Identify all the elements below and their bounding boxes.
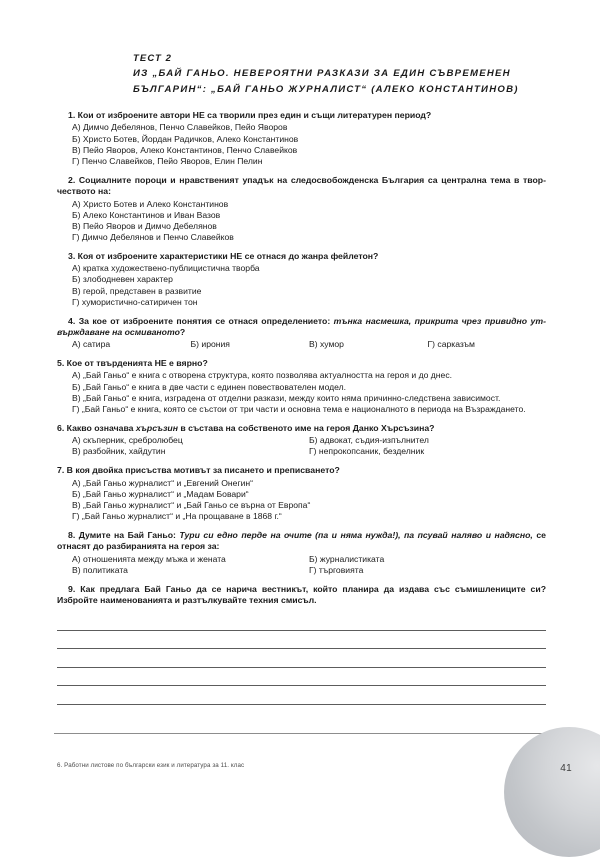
question-3 xyxy=(57,251,546,308)
question-7-option-v[interactable]: В) „Бай Ганьо журналист“ и „Бай Ганьо се върна от Европа“ xyxy=(72,499,311,510)
question-2-option-a[interactable]: А) Христо Ботев и Алеко Константинов xyxy=(72,198,229,209)
question-5-option-a[interactable]: А) „Бай Ганьо“ е книга с отворена структура, която позволява актуалността на героя и до днес. xyxy=(72,370,452,381)
question-6-option-g[interactable]: Г) непрокопсаник, безделник xyxy=(309,446,425,457)
questions-container xyxy=(57,110,546,712)
question-8-stem-prefix: 8. Думите на Бай Ганьо: xyxy=(68,529,180,540)
question-6-option-v[interactable]: В) разбойник, хайдутин xyxy=(72,446,166,457)
question-9-answer-lines xyxy=(57,612,546,705)
question-4-option-g[interactable]: Г) сарказъм xyxy=(427,339,475,350)
question-8 xyxy=(57,530,546,576)
question-1-option-v[interactable]: В) Пейо Яворов, Алеко Константинов, Пенчо Славейков xyxy=(72,144,298,155)
question-1-option-b[interactable]: Б) Христо Ботев, Йордан Радичков, Алеко Константинов xyxy=(72,133,299,144)
question-6-option-b[interactable]: Б) адвокат, съдия-изпълнител xyxy=(309,435,429,446)
question-8-option-v[interactable]: В) политиката xyxy=(72,564,128,575)
question-4-stem-emphasis: тънка насмешка, прикрита чрез привидно ут-върждаване на осмиваното xyxy=(57,315,547,337)
answer-line[interactable] xyxy=(57,649,546,668)
question-2-option-v[interactable]: В) Пейо Яворов и Димчо Дебелянов xyxy=(72,220,217,231)
question-1-option-g[interactable]: Г) Пенчо Славейков, Пейо Яворов, Елин Пелин xyxy=(72,156,263,167)
question-8-options-row-2 xyxy=(57,565,546,576)
question-9-stem: 9. Как предлага Бай Ганьо да се нарича вестникът, който планира да издава със съмишлениците си? Избройте наименованията и разтълкувайте техния смисъл. xyxy=(57,583,546,605)
answer-line[interactable] xyxy=(57,668,546,687)
question-3-option-g[interactable]: Г) хумористично-сатиричен тон xyxy=(72,296,198,307)
question-5-option-b[interactable]: Б) „Бай Ганьо“ е книга в две части с единен повествователен модел. xyxy=(72,381,347,392)
footer-note: 6. Работни листове по български език и литература за 11. клас xyxy=(57,762,245,769)
answer-line[interactable] xyxy=(57,612,546,631)
question-7-option-b[interactable]: Б) „Бай Ганьо журналист“ и „Мадам Бовари“ xyxy=(72,488,249,499)
question-4-stem xyxy=(57,316,546,339)
question-1 xyxy=(57,110,546,167)
question-5-option-g[interactable]: Г) „Бай Ганьо“ е книга, която се състои от три части и основна тема е националното в периода на Възраждането. xyxy=(72,404,526,415)
question-9 xyxy=(57,584,546,705)
question-5 xyxy=(57,358,546,415)
page-number: 41 xyxy=(560,763,572,774)
question-2-stem: 2. Социалните пороци и нравственият упадък на следосвобожденска България са централна тема в твор-чеството на: xyxy=(57,174,546,197)
question-7-option-g[interactable]: Г) „Бай Ганьо журналист“ и „На прощаване в 1868 г.“ xyxy=(72,511,282,522)
question-4-option-v[interactable]: В) хумор xyxy=(309,339,344,350)
question-3-option-a[interactable]: А) кратка художествено-публицистична творба xyxy=(72,263,260,274)
question-4 xyxy=(57,316,546,351)
answer-line[interactable] xyxy=(57,631,546,650)
test-header xyxy=(133,52,553,97)
question-4-stem-suffix: ? xyxy=(179,326,186,337)
question-1-option-a[interactable]: А) Димчо Дебелянов, Пенчо Славейков, Пейо Яворов xyxy=(72,122,288,133)
question-1-stem: 1. Кои от изброените автори НЕ са творили през един и същи литературен период? xyxy=(68,110,432,120)
question-6-stem xyxy=(57,423,546,434)
question-2 xyxy=(57,175,546,244)
question-2-option-b[interactable]: Б) Алеко Константинов и Иван Вазов xyxy=(72,209,221,220)
test-title-line-2: БЪЛГАРИН“: „БАЙ ГАНЬО ЖУРНАЛИСТ“ (АЛЕКО КОНСТАНТИНОВ) xyxy=(133,83,519,95)
footer-divider xyxy=(54,733,546,734)
question-8-option-g[interactable]: Г) търговията xyxy=(309,564,364,575)
question-8-stem-emphasis: Тури си едно перде на очите (па и няма нужда!), па псувай наляво и надясно, xyxy=(179,529,533,540)
question-8-option-a[interactable]: А) отношенията между мъжа и жената xyxy=(72,553,226,564)
answer-line[interactable] xyxy=(57,686,546,705)
test-number: ТЕСТ 2 xyxy=(133,53,172,64)
question-5-option-v[interactable]: В) „Бай Ганьо“ е книга, изградена от отделни разкази, между които няма причинно-следствена зависимост. xyxy=(72,392,501,403)
question-5-stem: 5. Кое от твърденията НЕ е вярно? xyxy=(57,358,208,369)
page-number-decoration xyxy=(504,727,600,857)
question-3-stem: 3. Коя от изброените характеристики НЕ се отнася до жанра фейлетон? xyxy=(68,250,379,261)
question-4-option-a[interactable]: А) сатира xyxy=(72,339,111,350)
question-6-options-row-2 xyxy=(57,446,546,457)
question-6-option-a[interactable]: А) скъперник, сребролюбец xyxy=(72,435,183,446)
question-4-option-b[interactable]: Б) ирония xyxy=(190,339,230,350)
question-8-option-b[interactable]: Б) журналистиката xyxy=(309,553,385,564)
question-3-option-b[interactable]: Б) злободневен характер xyxy=(72,274,173,285)
question-2-option-g[interactable]: Г) Димчо Дебелянов и Пенчо Славейков xyxy=(72,232,234,243)
question-6-stem-emphasis: хърсъзин xyxy=(135,422,178,433)
question-7-stem: 7. В коя двойка присъства мотивът за писането и преписването? xyxy=(57,465,340,476)
question-6-stem-prefix: 6. Какво означава xyxy=(57,422,136,433)
question-6-stem-suffix: в състава на собственото име на героя Данко Хърсъзина? xyxy=(177,422,435,433)
question-8-stem xyxy=(57,530,546,553)
question-8-stem-suffix: се отнасят до разбиранията на героя за: xyxy=(57,529,546,552)
question-6-options-row-1 xyxy=(57,435,546,446)
question-7 xyxy=(57,465,546,522)
question-3-option-v[interactable]: В) герой, представен в развитие xyxy=(72,285,202,296)
question-4-stem-prefix: 4. За кое от изброените понятия се отнася определението: xyxy=(68,315,334,326)
question-7-option-a[interactable]: А) „Бай Ганьо журналист“ и „Евгений Онегин“ xyxy=(72,477,253,488)
question-6 xyxy=(57,423,546,458)
test-title-line-1: ИЗ „БАЙ ГАНЬО. НЕВЕРОЯТНИ РАЗКАЗИ ЗА ЕДИН СЪВРЕМЕНЕН xyxy=(133,68,511,79)
question-8-options-row-1 xyxy=(57,554,546,565)
question-4-options xyxy=(57,339,546,350)
